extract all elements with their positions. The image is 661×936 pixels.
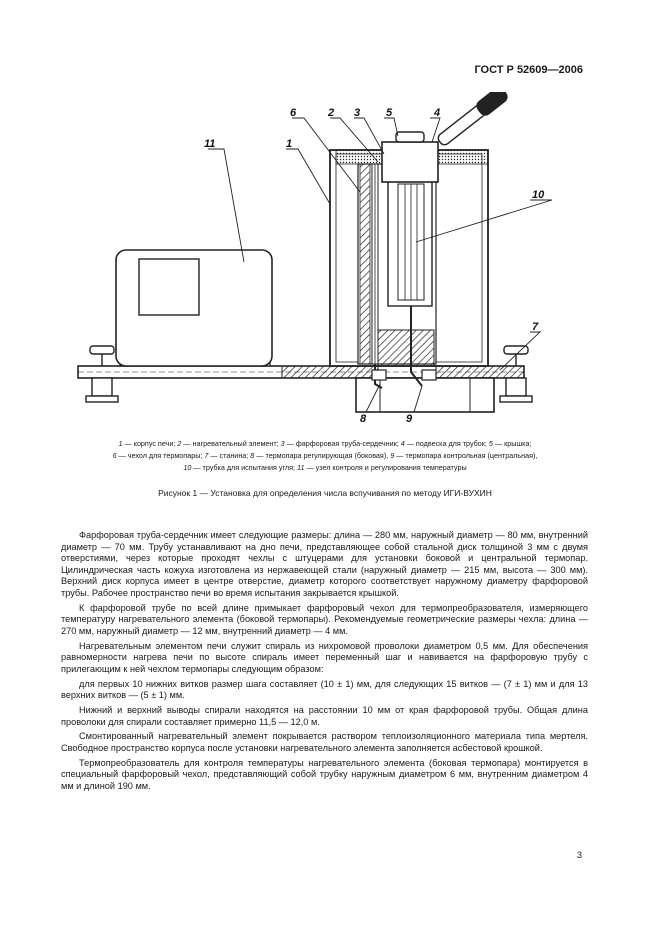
- legend-num: 10: [183, 463, 192, 472]
- legend-line-1: [30, 438, 620, 450]
- label-4: 4: [434, 107, 441, 119]
- figure-legend: [30, 438, 620, 474]
- furnace-body: [330, 92, 510, 388]
- page-number: 3: [577, 850, 583, 860]
- label-10: 10: [532, 189, 545, 201]
- paragraph: Нагревательным элементом печи служит спираль из нихромовой проволоки диаметром 0,5 мм. Для обеспечения равномерности нагрева печи по высоте спираль имеет переменный шаг и навивается на фарфоровую трубу с прилегающим к ней чехлом термопары следующим образом:: [61, 640, 588, 674]
- legend-text: — крышка;: [492, 439, 532, 448]
- document-header: ГОСТ Р 52609—2006: [474, 64, 583, 76]
- label-9: 9: [406, 413, 413, 425]
- label-2: 2: [328, 107, 335, 119]
- legend-text: — корпус печи;: [122, 439, 178, 448]
- label-5: 5: [386, 107, 393, 119]
- label-3: 3: [354, 107, 361, 119]
- label-1: 1: [286, 138, 293, 150]
- paragraph: Смонтированный нагревательный элемент покрывается раствором теплоизоляционного материала типа мертеля. Свободное пространство корпуса после установки нагревательного элемента заполняется асбестовой крошкой.: [61, 731, 588, 754]
- legend-num: 9: [390, 451, 395, 460]
- legend-line-2: [30, 450, 620, 462]
- legend-num: 11: [297, 463, 305, 472]
- paragraph: К фарфоровой трубе по всей длине примыкает фарфоровый чехол для термопреобразователя, измеряющего температуру нагревательного элемента (боковой термопары). Рекомендуемые геометрические размеры чехла: длина — 270 мм, наружный диаметр — 12 мм, внутренний диаметр — 4 мм.: [61, 602, 588, 636]
- label-11: 11: [204, 138, 216, 150]
- legend-num: 3: [280, 439, 285, 448]
- paragraph: Термопреобразователь для контроля температуры нагревательного элемента (боковая термопара) монтируется в специальный фарфоровый чехол, представляющий собой трубку наружным диаметром 6 мм, внутренним диаметром 4 мм и длиной 190 мм.: [61, 757, 588, 791]
- legend-text: — нагревательный элемент;: [181, 439, 281, 448]
- legend-num: 5: [488, 439, 493, 448]
- legend-text: — подвеска для трубок;: [404, 439, 489, 448]
- figure-caption: Рисунок 1 — Установка для определения числа вспучивания по методу ИГИ-ВУХИН: [158, 488, 492, 498]
- body-text: [61, 530, 588, 796]
- apparatus-figure: [60, 92, 605, 432]
- control-unit: [116, 250, 272, 366]
- legend-text: — термопара контрольная (центральная),: [394, 451, 538, 460]
- label-8: 8: [360, 413, 367, 425]
- legend-num: 7: [204, 451, 209, 460]
- legend-num: 1: [118, 439, 123, 448]
- legend-num: 6: [112, 451, 117, 460]
- legend-num: 2: [177, 439, 182, 448]
- legend-num: 4: [400, 439, 405, 448]
- legend-line-3: [30, 462, 620, 474]
- legend-text: — фарфоровая труба-сердечник;: [284, 439, 401, 448]
- legend-text: — термопара регулирующая (боковая),: [254, 451, 391, 460]
- paragraph: Фарфоровая труба-сердечник имеет следующие размеры: длина — 280 мм, наружный диаметр — 80 мм, внутренний диаметр — 70 мм. Трубу устанавливают на дно печи, представляющее собой стальной диск толщиной 3 мм с двумя отверстиями, через которые проходят чехлы с штуцерами для установки боковой и центральной термопар. Цилиндрическая часть кожуха изготовлена из нержавеющей стали (наружный диаметр — 215 мм, высота — 300 мм). Верхний диск корпуса имеет в центре отверстие, диаметр которого соответствует наружному диаметру фарфоровой трубы. Рабочее пространство печи во время испытания закрывается крышкой.: [61, 530, 588, 598]
- paragraph: для первых 10 нижних витков размер шага составляет (10 ± 1) мм, для следующих 15 витков — (7 ± 1) мм и для 13 верхних витков — (5 ± 1) мм.: [61, 678, 588, 701]
- paragraph: Нижний и верхний выводы спирали находятся на расстоянии 10 мм от края фарфоровой трубы. Общая длина проволоки для спирали составляет примерно 11,5 — 12,0 м.: [61, 705, 588, 727]
- label-7: 7: [532, 321, 539, 333]
- legend-text: — станина;: [208, 451, 251, 460]
- label-6: 6: [290, 107, 297, 119]
- legend-num: 8: [250, 451, 255, 460]
- legend-text: — узел контроля и регулирования температуры: [304, 463, 467, 472]
- legend-text: — чехол для термопары;: [116, 451, 205, 460]
- legend-text: — трубка для испытания угля;: [191, 463, 297, 472]
